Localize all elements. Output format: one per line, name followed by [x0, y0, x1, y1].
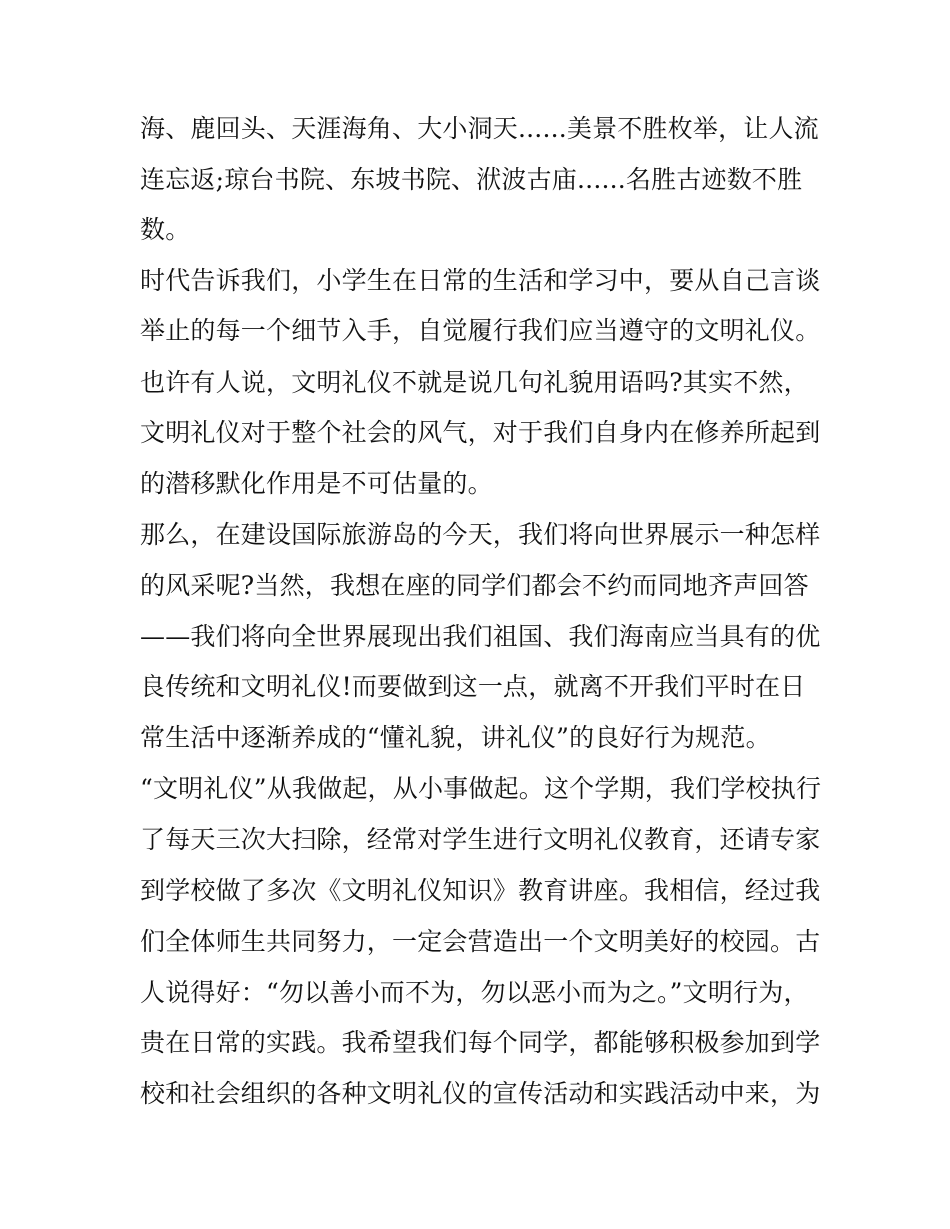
text-line: 校和社会组织的各种文明礼仪的宣传活动和实践活动中来，为	[140, 1079, 821, 1108]
text-line: 们全体师生共同努力，一定会营造出一个文明美好的校园。古	[140, 927, 821, 956]
text-line: 时代告诉我们，小学生在日常的生活和学习中，要从自己言谈	[140, 266, 821, 295]
text-line: 那么，在建设国际旅游岛的今天，我们将向世界展示一种怎样	[140, 520, 821, 549]
text-line: 海、鹿回头、天涯海角、大小洞天......美景不胜枚举，让人流	[140, 114, 819, 143]
text-line: 连忘返;琼台书院、东坡书院、洑波古庙......名胜古迹数不胜	[140, 165, 803, 194]
text-line: 的潜移默化作用是不可估量的。	[140, 469, 493, 498]
text-line: 文明礼仪对于整个社会的风气，对于我们自身内在修养所起到	[140, 418, 821, 447]
text-line: 良传统和文明礼仪!而要做到这一点，就离不开我们平时在日	[140, 672, 806, 701]
text-line: 了每天三次大扫除，经常对学生进行文明礼仪教育，还请专家	[140, 825, 821, 854]
text-line: “文明礼仪”从我做起，从小事做起。这个学期，我们学校执行	[140, 774, 822, 803]
text-line: 数。	[140, 215, 191, 244]
text-line: 常生活中逐渐养成的“懂礼貌，讲礼仪”的良好行为规范。	[140, 723, 771, 752]
text-line: 到学校做了多次《文明礼仪知识》教育讲座。我相信，经过我	[140, 876, 821, 905]
text-line: 贵在日常的实践。我希望我们每个同学，都能够积极参加到学	[140, 1028, 821, 1057]
text-line: 人说得好：“勿以善小而不为，勿以恶小而为之。”文明行为，	[140, 978, 809, 1007]
text-line: 也许有人说，文明礼仪不就是说几句礼貌用语吗?其实不然，	[140, 368, 809, 397]
text-line: 的风采呢?当然，我想在座的同学们都会不约而同地齐声回答	[140, 571, 809, 600]
text-line: 举止的每一个细节入手，自觉履行我们应当遵守的文明礼仪。	[140, 316, 821, 345]
text-line: ——我们将向全世界展现出我们祖国、我们海南应当具有的优	[140, 622, 821, 651]
